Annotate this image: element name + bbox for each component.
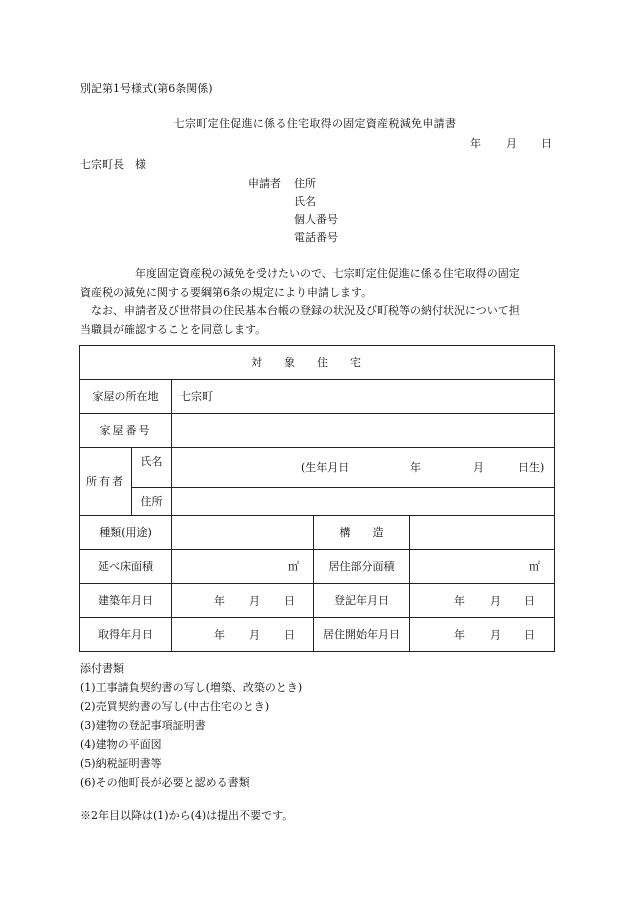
acquired-date-day: 日 xyxy=(284,627,295,641)
birth-month-label: 月 xyxy=(473,461,484,474)
attachments-title: 添付書類 xyxy=(80,662,124,675)
applicant-phone-label: 電話番号 xyxy=(294,231,338,244)
house-number-label-cell xyxy=(80,414,172,448)
registered-date-label-cell xyxy=(314,584,410,618)
applicant-address-label: 住所 xyxy=(294,177,316,190)
applicant-individual-number-label: 個人番号 xyxy=(294,213,338,226)
living-area-label: 居住部分面積 xyxy=(328,559,395,573)
residence-start-day: 日 xyxy=(524,627,535,641)
living-area-label-cell xyxy=(314,550,410,584)
registered-date-day: 日 xyxy=(524,593,535,607)
statement-line: 当職員が確認することを同意します。 xyxy=(80,322,267,336)
floor-area-label-cell xyxy=(80,550,172,584)
owner-label-cell xyxy=(80,448,132,516)
built-date-label-cell xyxy=(80,584,172,618)
owner-label: 所有者 xyxy=(86,474,125,488)
registered-date-input-cell[interactable] xyxy=(410,584,555,618)
owner-address-input-cell[interactable] xyxy=(172,488,555,516)
attachment-item: (5)納税証明書等 xyxy=(80,757,162,770)
house-number-label: 家屋番号 xyxy=(99,423,152,437)
acquired-date-label-cell xyxy=(80,618,172,652)
birth-year-label: 年 xyxy=(410,461,421,474)
floor-area-input-cell[interactable] xyxy=(172,550,314,584)
attachment-item: (4)建物の平面図 xyxy=(80,738,162,751)
statement-line: 年度固定資産税の減免を受けたいので、七宗町定住促進に係る住宅取得の固定 xyxy=(80,267,520,280)
acquired-date-year: 年 xyxy=(214,627,225,641)
built-date-input-cell[interactable] xyxy=(172,584,314,618)
built-date-month: 月 xyxy=(249,593,260,607)
owner-name-input-cell[interactable] xyxy=(172,448,555,488)
type-input-cell[interactable] xyxy=(172,516,314,550)
target-house-table xyxy=(79,345,555,652)
floor-area-unit: ㎡ xyxy=(288,559,299,573)
living-area-unit: ㎡ xyxy=(529,559,541,573)
attachment-item: (1)工事請負契約書の写し(増築、改築のとき) xyxy=(80,681,303,694)
type-label: 種類(用途) xyxy=(99,525,152,539)
built-date-label: 建築年月日 xyxy=(98,593,153,607)
form-reference: 別記第1号様式(第6条関係) xyxy=(80,82,213,95)
date-day-label: 日 xyxy=(541,137,552,150)
table-header-cell xyxy=(80,346,555,380)
floor-area-label: 延べ床面積 xyxy=(98,559,153,573)
owner-address-label: 住所 xyxy=(140,494,163,508)
built-date-day: 日 xyxy=(284,593,295,607)
registered-date-month: 月 xyxy=(490,593,501,607)
date-month-label: 月 xyxy=(506,137,517,150)
residence-start-label: 居住開始年月日 xyxy=(323,627,400,641)
statement-line: なお、申請者及び世帯員の住民基本台帳の登録の状況及び町税等の納付状況について担 xyxy=(80,304,520,317)
acquired-date-label: 取得年月日 xyxy=(98,627,153,641)
statement-line: 資産税の減免に関する要綱第6条の規定により申請します。 xyxy=(80,285,373,299)
location-value: 七宗町 xyxy=(180,389,213,403)
structure-label-cell xyxy=(314,516,410,550)
type-label-cell xyxy=(80,516,172,550)
living-area-input-cell[interactable] xyxy=(410,550,555,584)
applicant-label: 申請者 xyxy=(248,177,281,190)
birth-day-label: 日生) xyxy=(518,461,545,474)
house-number-input-cell[interactable] xyxy=(172,414,555,448)
built-date-year: 年 xyxy=(214,593,225,607)
location-value-cell[interactable] xyxy=(172,380,555,414)
date-year-label: 年 xyxy=(470,137,481,150)
addressee: 七宗町長 様 xyxy=(80,158,146,171)
owner-name-label-cell xyxy=(132,448,172,488)
birth-date-open: (生年月日 xyxy=(301,461,350,474)
residence-start-input-cell[interactable] xyxy=(410,618,555,652)
applicant-name-label: 氏名 xyxy=(294,195,316,208)
owner-address-label-cell xyxy=(132,488,172,516)
application-statement xyxy=(80,265,554,339)
registered-date-year: 年 xyxy=(454,593,465,607)
submission-note: ※2年目以降は(1)から(4)は提出不要です。 xyxy=(80,809,294,822)
owner-name-label: 氏名 xyxy=(140,455,163,468)
acquired-date-input-cell[interactable] xyxy=(172,618,314,652)
acquired-date-month: 月 xyxy=(249,627,260,641)
registered-date-label: 登記年月日 xyxy=(334,593,389,607)
location-label-cell xyxy=(80,380,172,414)
attachment-item: (3)建物の登記事項証明書 xyxy=(80,719,206,732)
document-title: 七宗町定住促進に係る住宅取得の固定資産税減免申請書 xyxy=(173,117,457,130)
residence-start-year: 年 xyxy=(454,627,465,641)
attachments-section xyxy=(80,659,302,792)
location-label: 家屋の所在地 xyxy=(92,389,159,403)
residence-start-month: 月 xyxy=(490,627,501,641)
residence-start-label-cell xyxy=(314,618,410,652)
attachment-item: (2)売買契約書の写し(中古住宅のとき) xyxy=(80,700,270,713)
table-header-text: 対象住宅 xyxy=(251,355,384,369)
attachment-item: (6)その他町長が必要と認める書類 xyxy=(80,776,250,789)
structure-label: 構 造 xyxy=(339,525,384,539)
structure-input-cell[interactable] xyxy=(410,516,555,550)
